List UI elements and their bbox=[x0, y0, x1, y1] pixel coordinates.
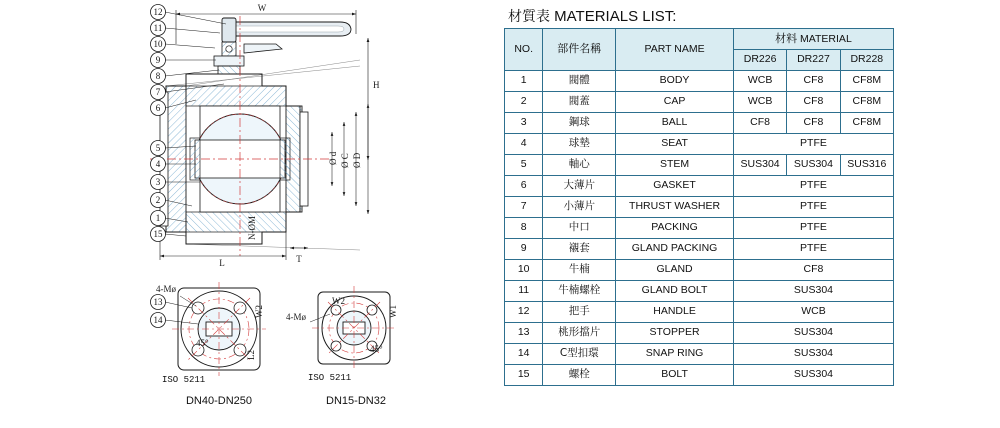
cell-no: 15 bbox=[505, 365, 543, 386]
dim-thickness-label: T bbox=[296, 254, 302, 264]
cell-no: 10 bbox=[505, 260, 543, 281]
cell-material-2: CF8 bbox=[787, 113, 840, 134]
svg-text:13: 13 bbox=[153, 297, 163, 307]
cell-no: 1 bbox=[505, 71, 543, 92]
table-row bbox=[505, 260, 894, 281]
cell-part-name-cn: 軸心 bbox=[543, 155, 616, 176]
cell-material-2: CF8 bbox=[787, 92, 840, 113]
cell-part-name-en: GLAND BOLT bbox=[616, 281, 734, 302]
header-material-dr227: DR227 bbox=[787, 50, 840, 71]
cell-part-name-en: BALL bbox=[616, 113, 734, 134]
cell-no: 13 bbox=[505, 323, 543, 344]
table-row bbox=[505, 281, 894, 302]
materials-title-en: MATERIALS LIST: bbox=[554, 8, 677, 25]
dim-width-label: W bbox=[257, 3, 267, 13]
cell-material-3: SUS316 bbox=[840, 155, 893, 176]
cell-material-all: SUS304 bbox=[733, 323, 893, 344]
flange-view-large bbox=[151, 282, 267, 407]
cell-part-name-cn: 螺栓 bbox=[543, 365, 616, 386]
svg-text:3: 3 bbox=[155, 177, 161, 187]
table-row bbox=[505, 302, 894, 323]
cell-no: 8 bbox=[505, 218, 543, 239]
main-section-view bbox=[150, 3, 380, 268]
materials-table bbox=[504, 28, 894, 386]
table-row bbox=[505, 92, 894, 113]
cell-no: 5 bbox=[505, 155, 543, 176]
range-small-label: DN15-DN32 bbox=[326, 395, 386, 407]
svg-text:7: 7 bbox=[155, 87, 161, 97]
svg-text:1: 1 bbox=[155, 213, 161, 223]
header-material-dr226: DR226 bbox=[733, 50, 786, 71]
materials-table-body bbox=[505, 71, 894, 386]
cell-part-name-cn: 牛楠 bbox=[543, 260, 616, 281]
cell-no: 11 bbox=[505, 281, 543, 302]
range-large-label: DN40-DN250 bbox=[185, 395, 253, 407]
cell-material-all: WCB bbox=[733, 302, 893, 323]
cell-no: 7 bbox=[505, 197, 543, 218]
dim-bolt-circle-label: Ø C bbox=[340, 153, 350, 168]
svg-text:2: 2 bbox=[155, 195, 161, 205]
stem-width-small-label: W2 bbox=[332, 296, 345, 306]
table-row bbox=[505, 239, 894, 260]
cell-part-name-cn: 閥蓋 bbox=[543, 92, 616, 113]
svg-text:6: 6 bbox=[155, 103, 161, 113]
cell-material-all: CF8 bbox=[733, 260, 893, 281]
table-header-row-1 bbox=[505, 29, 894, 50]
cell-part-name-en: HANDLE bbox=[616, 302, 734, 323]
materials-title-cn: 材質表 bbox=[508, 9, 550, 25]
stem-len-small-label: W1 bbox=[388, 305, 398, 318]
balloon-10 bbox=[151, 37, 216, 52]
table-row bbox=[505, 134, 894, 155]
cell-part-name-cn: 牛楠螺栓 bbox=[543, 281, 616, 302]
cell-material-1: SUS304 bbox=[733, 155, 786, 176]
table-row bbox=[505, 71, 894, 92]
svg-text:12: 12 bbox=[153, 7, 163, 17]
materials-list-title bbox=[508, 6, 676, 26]
cell-part-name-cn: 大薄片 bbox=[543, 176, 616, 197]
cell-material-3: CF8M bbox=[840, 92, 893, 113]
cell-material-all: PTFE bbox=[733, 218, 893, 239]
stem-width-large-label: W2 bbox=[254, 305, 264, 318]
header-material-group: 材料 MATERIAL bbox=[733, 29, 893, 50]
cell-no: 6 bbox=[505, 176, 543, 197]
angle-large-label: 45° bbox=[196, 338, 209, 348]
cell-part-name-en: THRUST WASHER bbox=[616, 197, 734, 218]
flange-view-small bbox=[286, 286, 398, 407]
cell-material-all: SUS304 bbox=[733, 365, 893, 386]
table-row bbox=[505, 176, 894, 197]
stem-len-large-label: L2 bbox=[246, 350, 256, 360]
iso-small-label: ISO 5211 bbox=[308, 373, 352, 383]
cell-material-3: CF8M bbox=[840, 113, 893, 134]
svg-text:8: 8 bbox=[155, 71, 161, 81]
hole-spec-small-label: 4-Mø bbox=[286, 312, 306, 322]
cell-part-name-cn: 閥體 bbox=[543, 71, 616, 92]
dim-height-label: H bbox=[373, 80, 380, 90]
table-row bbox=[505, 113, 894, 134]
cell-part-name-en: SNAP RING bbox=[616, 344, 734, 365]
table-row bbox=[505, 344, 894, 365]
cell-part-name-en: BODY bbox=[616, 71, 734, 92]
table-row bbox=[505, 197, 894, 218]
cell-no: 12 bbox=[505, 302, 543, 323]
cell-part-name-en: PACKING bbox=[616, 218, 734, 239]
cell-no: 2 bbox=[505, 92, 543, 113]
cell-material-3: CF8M bbox=[840, 71, 893, 92]
cell-part-name-en: STEM bbox=[616, 155, 734, 176]
cell-part-name-en: STOPPER bbox=[616, 323, 734, 344]
svg-text:4: 4 bbox=[155, 159, 161, 169]
header-material-dr228: DR228 bbox=[840, 50, 893, 71]
iso-large-label: ISO 5211 bbox=[162, 375, 206, 385]
dim-bolt-spec-label: N-ØM bbox=[247, 216, 257, 240]
materials-list-panel bbox=[500, 0, 1000, 428]
header-part-name-cn: 部件名稱 bbox=[543, 29, 616, 71]
angle-small-label: 45° bbox=[370, 344, 383, 354]
table-row bbox=[505, 218, 894, 239]
cell-part-name-cn: C型扣環 bbox=[543, 344, 616, 365]
cell-no: 14 bbox=[505, 344, 543, 365]
balloon-9 bbox=[151, 53, 217, 68]
cell-no: 4 bbox=[505, 134, 543, 155]
cell-material-all: PTFE bbox=[733, 176, 893, 197]
cell-part-name-en: GLAND bbox=[616, 260, 734, 281]
header-part-name-en: PART NAME bbox=[616, 29, 734, 71]
svg-text:9: 9 bbox=[155, 55, 161, 65]
cell-material-all: PTFE bbox=[733, 197, 893, 218]
cell-part-name-cn: 襯套 bbox=[543, 239, 616, 260]
dim-bore-label: Ø d bbox=[328, 151, 338, 165]
svg-text:5: 5 bbox=[155, 143, 161, 153]
svg-text:14: 14 bbox=[153, 315, 163, 325]
cell-part-name-en: GLAND PACKING bbox=[616, 239, 734, 260]
svg-text:10: 10 bbox=[153, 39, 163, 49]
handle-assembly bbox=[222, 18, 351, 42]
cell-material-all: PTFE bbox=[733, 239, 893, 260]
cell-material-all: SUS304 bbox=[733, 344, 893, 365]
cell-material-1: WCB bbox=[733, 92, 786, 113]
cell-part-name-cn: 鋼球 bbox=[543, 113, 616, 134]
cell-part-name-en: SEAT bbox=[616, 134, 734, 155]
cell-material-all: PTFE bbox=[733, 134, 893, 155]
svg-text:15: 15 bbox=[153, 229, 163, 239]
table-row bbox=[505, 323, 894, 344]
cell-material-all: SUS304 bbox=[733, 281, 893, 302]
cell-material-1: CF8 bbox=[733, 113, 786, 134]
svg-text:11: 11 bbox=[153, 23, 163, 33]
cell-part-name-cn: 小薄片 bbox=[543, 197, 616, 218]
cell-no: 3 bbox=[505, 113, 543, 134]
dim-flange-dia-label: Ø D bbox=[352, 152, 362, 168]
dim-length-label: L bbox=[219, 258, 225, 268]
cell-no: 9 bbox=[505, 239, 543, 260]
cell-part-name-cn: 桃形擋片 bbox=[543, 323, 616, 344]
cell-material-2: CF8 bbox=[787, 71, 840, 92]
cell-part-name-en: BOLT bbox=[616, 365, 734, 386]
cell-part-name-en: GASKET bbox=[616, 176, 734, 197]
cell-part-name-cn: 把手 bbox=[543, 302, 616, 323]
cell-part-name-cn: 中口 bbox=[543, 218, 616, 239]
cell-part-name-cn: 球墊 bbox=[543, 134, 616, 155]
cell-part-name-en: CAP bbox=[616, 92, 734, 113]
cell-material-2: SUS304 bbox=[787, 155, 840, 176]
table-row bbox=[505, 155, 894, 176]
header-no: NO. bbox=[505, 29, 543, 71]
cell-material-1: WCB bbox=[733, 71, 786, 92]
hole-spec-large-label: 4-Mø bbox=[156, 284, 176, 294]
materials-table-head bbox=[505, 29, 894, 71]
balloon-11 bbox=[151, 21, 221, 36]
table-row bbox=[505, 365, 894, 386]
